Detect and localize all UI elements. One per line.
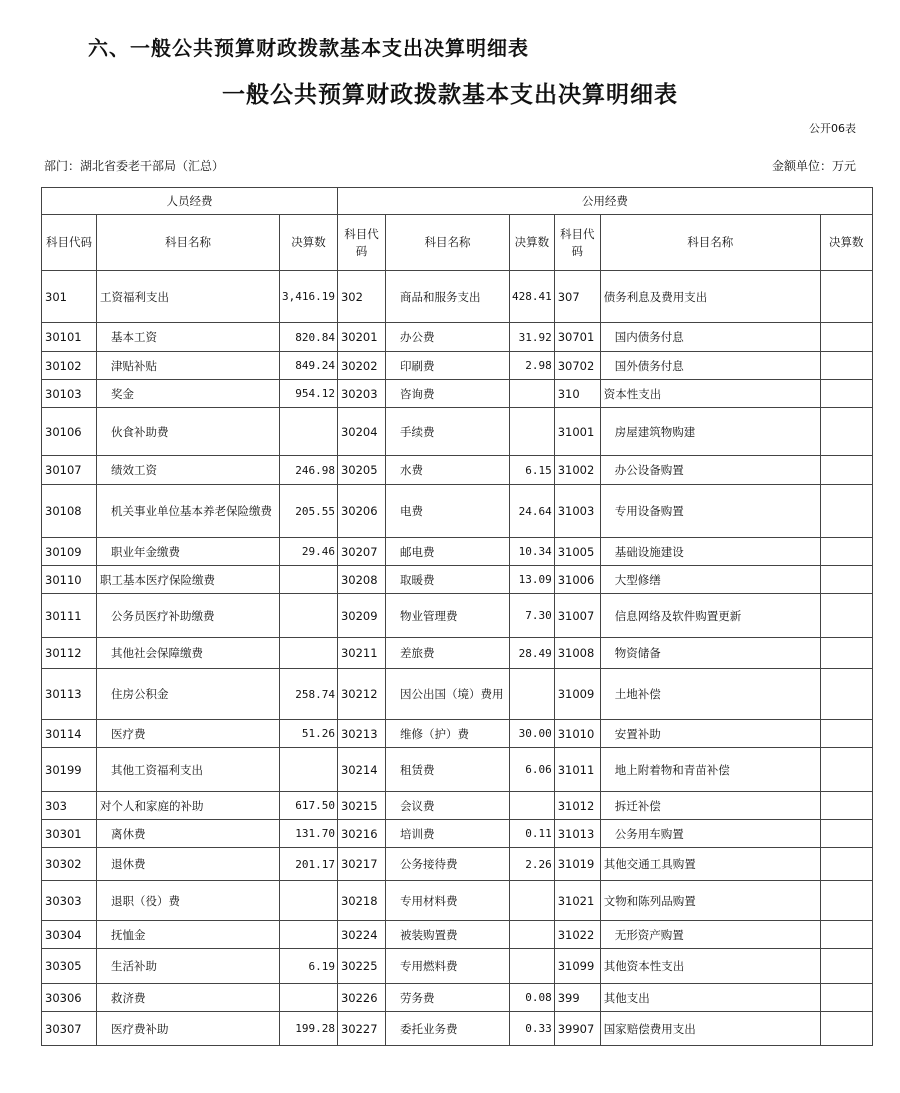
item-name: 津贴补贴: [97, 352, 280, 380]
item-code: 30211: [337, 638, 385, 669]
item-code: 31001: [554, 408, 600, 456]
item-name: 培训费: [385, 820, 509, 848]
item-name: 公务接待费: [385, 848, 509, 881]
item-code: 30102: [42, 352, 97, 380]
item-code: 30215: [337, 792, 385, 820]
item-amount: [280, 881, 338, 921]
item-code: 31021: [554, 881, 600, 921]
item-amount: 258.74: [280, 669, 338, 720]
item-amount: [820, 720, 872, 748]
item-name: 其他资本性支出: [600, 949, 820, 984]
item-code: 31099: [554, 949, 600, 984]
item-code: 30205: [337, 456, 385, 485]
item-code: 30207: [337, 538, 385, 566]
table-row: [42, 881, 873, 921]
item-name: 其他支出: [600, 984, 820, 1012]
item-name: 物资储备: [600, 638, 820, 669]
item-amount: 2.98: [509, 352, 554, 380]
item-name: 退职（役）费: [97, 881, 280, 921]
item-amount: 2.26: [509, 848, 554, 881]
amount-unit-label: 金额单位：万元: [771, 159, 856, 173]
item-name: 维修（护）费: [385, 720, 509, 748]
item-name: 职业年金缴费: [97, 538, 280, 566]
item-code: 31022: [554, 921, 600, 949]
item-code: 30214: [337, 748, 385, 792]
item-code: 30702: [554, 352, 600, 380]
item-name: 其他交通工具购置: [600, 848, 820, 881]
item-amount: [509, 792, 554, 820]
item-name: 水费: [385, 456, 509, 485]
item-code: 30306: [42, 984, 97, 1012]
item-amount: [820, 594, 872, 638]
item-name: 土地补偿: [600, 669, 820, 720]
item-amount: 205.55: [280, 485, 338, 538]
item-code: 31010: [554, 720, 600, 748]
item-code: 31009: [554, 669, 600, 720]
item-amount: 3,416.19: [280, 271, 338, 323]
item-name: 医疗费: [97, 720, 280, 748]
item-amount: 0.33: [509, 1012, 554, 1046]
item-code: 30209: [337, 594, 385, 638]
item-amount: [820, 748, 872, 792]
item-name: 房屋建筑物购建: [600, 408, 820, 456]
item-amount: 246.98: [280, 456, 338, 485]
item-amount: 849.24: [280, 352, 338, 380]
item-code: 30216: [337, 820, 385, 848]
table-row: [42, 669, 873, 720]
item-name: 基础设施建设: [600, 538, 820, 566]
header-personnel: 人员经费: [42, 188, 338, 215]
table-row: [42, 456, 873, 485]
item-amount: [820, 538, 872, 566]
item-amount: [280, 748, 338, 792]
item-amount: [820, 380, 872, 408]
item-code: 30303: [42, 881, 97, 921]
table-row: [42, 984, 873, 1012]
item-amount: 29.46: [280, 538, 338, 566]
item-amount: [280, 638, 338, 669]
item-amount: [280, 408, 338, 456]
item-amount: 31.92: [509, 323, 554, 352]
item-code: 30212: [337, 669, 385, 720]
item-name: 商品和服务支出: [385, 271, 509, 323]
item-amount: [820, 323, 872, 352]
item-name: 邮电费: [385, 538, 509, 566]
item-code: 30208: [337, 566, 385, 594]
item-code: 30701: [554, 323, 600, 352]
item-code: 399: [554, 984, 600, 1012]
item-code: 30226: [337, 984, 385, 1012]
item-amount: 24.64: [509, 485, 554, 538]
item-code: 31008: [554, 638, 600, 669]
item-amount: [820, 456, 872, 485]
item-amount: [820, 984, 872, 1012]
header-name: 科目名称: [97, 215, 280, 271]
item-name: 物业管理费: [385, 594, 509, 638]
item-code: 30114: [42, 720, 97, 748]
header-code: 科目代码: [554, 215, 600, 271]
item-code: 30106: [42, 408, 97, 456]
item-name: 专用燃料费: [385, 949, 509, 984]
item-amount: 30.00: [509, 720, 554, 748]
item-amount: [280, 984, 338, 1012]
item-code: 30307: [42, 1012, 97, 1046]
item-amount: [280, 566, 338, 594]
item-amount: [509, 669, 554, 720]
item-amount: 617.50: [280, 792, 338, 820]
item-name: 救济费: [97, 984, 280, 1012]
item-code: 30107: [42, 456, 97, 485]
item-code: 301: [42, 271, 97, 323]
table-row: [42, 538, 873, 566]
item-code: 31013: [554, 820, 600, 848]
item-code: 30111: [42, 594, 97, 638]
item-name: 基本工资: [97, 323, 280, 352]
item-amount: 6.06: [509, 748, 554, 792]
item-code: 30302: [42, 848, 97, 881]
table-row: [42, 848, 873, 881]
item-amount: 954.12: [280, 380, 338, 408]
item-name: 债务利息及费用支出: [600, 271, 820, 323]
item-name: 手续费: [385, 408, 509, 456]
item-amount: 0.08: [509, 984, 554, 1012]
item-name: 国家赔偿费用支出: [600, 1012, 820, 1046]
item-amount: 6.19: [280, 949, 338, 984]
item-name: 无形资产购置: [600, 921, 820, 949]
item-amount: 820.84: [280, 323, 338, 352]
item-name: 伙食补助费: [97, 408, 280, 456]
item-amount: 0.11: [509, 820, 554, 848]
header-amount: 决算数: [509, 215, 554, 271]
item-amount: 6.15: [509, 456, 554, 485]
table-row: [42, 352, 873, 380]
item-code: 30218: [337, 881, 385, 921]
item-name: 取暖费: [385, 566, 509, 594]
table-row: [42, 485, 873, 538]
item-name: 公务用车购置: [600, 820, 820, 848]
item-amount: [820, 921, 872, 949]
item-amount: [820, 881, 872, 921]
item-code: 31005: [554, 538, 600, 566]
item-amount: [509, 921, 554, 949]
item-amount: [820, 820, 872, 848]
item-code: 30108: [42, 485, 97, 538]
item-code: 30224: [337, 921, 385, 949]
item-code: 31011: [554, 748, 600, 792]
item-amount: [280, 921, 338, 949]
item-name: 差旅费: [385, 638, 509, 669]
item-amount: 428.41: [509, 271, 554, 323]
item-name: 对个人和家庭的补助: [97, 792, 280, 820]
item-code: 30101: [42, 323, 97, 352]
item-amount: [820, 271, 872, 323]
item-code: 31006: [554, 566, 600, 594]
item-code: 31002: [554, 456, 600, 485]
item-amount: 51.26: [280, 720, 338, 748]
item-code: 30199: [42, 748, 97, 792]
section-title: 六、一般公共预算财政拨款基本支出决算明细表: [88, 36, 529, 60]
item-name: 离休费: [97, 820, 280, 848]
header-name: 科目名称: [385, 215, 509, 271]
item-name: 奖金: [97, 380, 280, 408]
item-amount: [820, 408, 872, 456]
item-amount: [820, 566, 872, 594]
item-code: 307: [554, 271, 600, 323]
table-row: [42, 949, 873, 984]
item-amount: [820, 485, 872, 538]
table-row: [42, 271, 873, 323]
header-public: 公用经费: [337, 188, 872, 215]
item-code: 39907: [554, 1012, 600, 1046]
table-row: [42, 566, 873, 594]
table-row: [42, 748, 873, 792]
item-name: 国内债务付息: [600, 323, 820, 352]
item-amount: [820, 792, 872, 820]
header-name: 科目名称: [600, 215, 820, 271]
item-code: 30110: [42, 566, 97, 594]
item-name: 工资福利支出: [97, 271, 280, 323]
item-amount: [509, 881, 554, 921]
item-amount: [820, 848, 872, 881]
item-amount: [820, 1012, 872, 1046]
table-row: [42, 820, 873, 848]
item-code: 30112: [42, 638, 97, 669]
table-row: [42, 323, 873, 352]
item-amount: [509, 380, 554, 408]
table-row: [42, 720, 873, 748]
item-name: 生活补助: [97, 949, 280, 984]
item-code: 30227: [337, 1012, 385, 1046]
item-code: 31012: [554, 792, 600, 820]
item-name: 会议费: [385, 792, 509, 820]
item-amount: 199.28: [280, 1012, 338, 1046]
header-amount: 决算数: [820, 215, 872, 271]
item-amount: [280, 594, 338, 638]
item-amount: [509, 408, 554, 456]
item-amount: 131.70: [280, 820, 338, 848]
item-name: 抚恤金: [97, 921, 280, 949]
item-name: 退休费: [97, 848, 280, 881]
item-name: 办公费: [385, 323, 509, 352]
item-name: 职工基本医疗保险缴费: [97, 566, 280, 594]
item-name: 大型修缮: [600, 566, 820, 594]
item-name: 办公设备购置: [600, 456, 820, 485]
item-name: 因公出国（境）费用: [385, 669, 509, 720]
table-row: [42, 380, 873, 408]
form-number: 公开06表: [809, 122, 856, 135]
header-code: 科目代码: [42, 215, 97, 271]
item-code: 31019: [554, 848, 600, 881]
item-code: 30304: [42, 921, 97, 949]
item-name: 住房公积金: [97, 669, 280, 720]
item-name: 电费: [385, 485, 509, 538]
item-code: 30202: [337, 352, 385, 380]
item-name: 文物和陈列品购置: [600, 881, 820, 921]
item-name: 安置补助: [600, 720, 820, 748]
table-row: [42, 921, 873, 949]
table-row: [42, 594, 873, 638]
header-amount: 决算数: [280, 215, 338, 271]
item-amount: [509, 949, 554, 984]
item-amount: 7.30: [509, 594, 554, 638]
item-code: 30206: [337, 485, 385, 538]
table-row: [42, 408, 873, 456]
item-code: 30201: [337, 323, 385, 352]
item-name: 专用设备购置: [600, 485, 820, 538]
item-amount: [820, 352, 872, 380]
item-name: 专用材料费: [385, 881, 509, 921]
item-code: 30213: [337, 720, 385, 748]
item-code: 30225: [337, 949, 385, 984]
item-name: 机关事业单位基本养老保险缴费: [97, 485, 280, 538]
item-code: 30204: [337, 408, 385, 456]
item-code: 302: [337, 271, 385, 323]
item-amount: 28.49: [509, 638, 554, 669]
item-code: 30203: [337, 380, 385, 408]
department-label: 部门：湖北省委老干部局（汇总）: [44, 159, 225, 173]
table-row: [42, 792, 873, 820]
item-name: 印刷费: [385, 352, 509, 380]
item-name: 其他工资福利支出: [97, 748, 280, 792]
item-amount: 13.09: [509, 566, 554, 594]
item-amount: [820, 669, 872, 720]
item-name: 医疗费补助: [97, 1012, 280, 1046]
item-code: 30109: [42, 538, 97, 566]
item-code: 30103: [42, 380, 97, 408]
item-name: 委托业务费: [385, 1012, 509, 1046]
item-code: 31007: [554, 594, 600, 638]
header-code: 科目代码: [337, 215, 385, 271]
table-row: [42, 1012, 873, 1046]
expenditure-table: [41, 187, 873, 1046]
item-code: 30113: [42, 669, 97, 720]
item-name: 拆迁补偿: [600, 792, 820, 820]
item-name: 被装购置费: [385, 921, 509, 949]
item-name: 资本性支出: [600, 380, 820, 408]
item-name: 公务员医疗补助缴费: [97, 594, 280, 638]
item-amount: [820, 638, 872, 669]
item-code: 303: [42, 792, 97, 820]
table-row: [42, 638, 873, 669]
item-amount: 201.17: [280, 848, 338, 881]
item-code: 30301: [42, 820, 97, 848]
item-name: 租赁费: [385, 748, 509, 792]
item-code: 31003: [554, 485, 600, 538]
page-title: 一般公共预算财政拨款基本支出决算明细表: [222, 82, 678, 108]
item-code: 30305: [42, 949, 97, 984]
item-name: 绩效工资: [97, 456, 280, 485]
item-amount: 10.34: [509, 538, 554, 566]
item-amount: [820, 949, 872, 984]
item-name: 咨询费: [385, 380, 509, 408]
item-code: 310: [554, 380, 600, 408]
item-name: 劳务费: [385, 984, 509, 1012]
item-code: 30217: [337, 848, 385, 881]
item-name: 其他社会保障缴费: [97, 638, 280, 669]
item-name: 国外债务付息: [600, 352, 820, 380]
item-name: 地上附着物和青苗补偿: [600, 748, 820, 792]
item-name: 信息网络及软件购置更新: [600, 594, 820, 638]
